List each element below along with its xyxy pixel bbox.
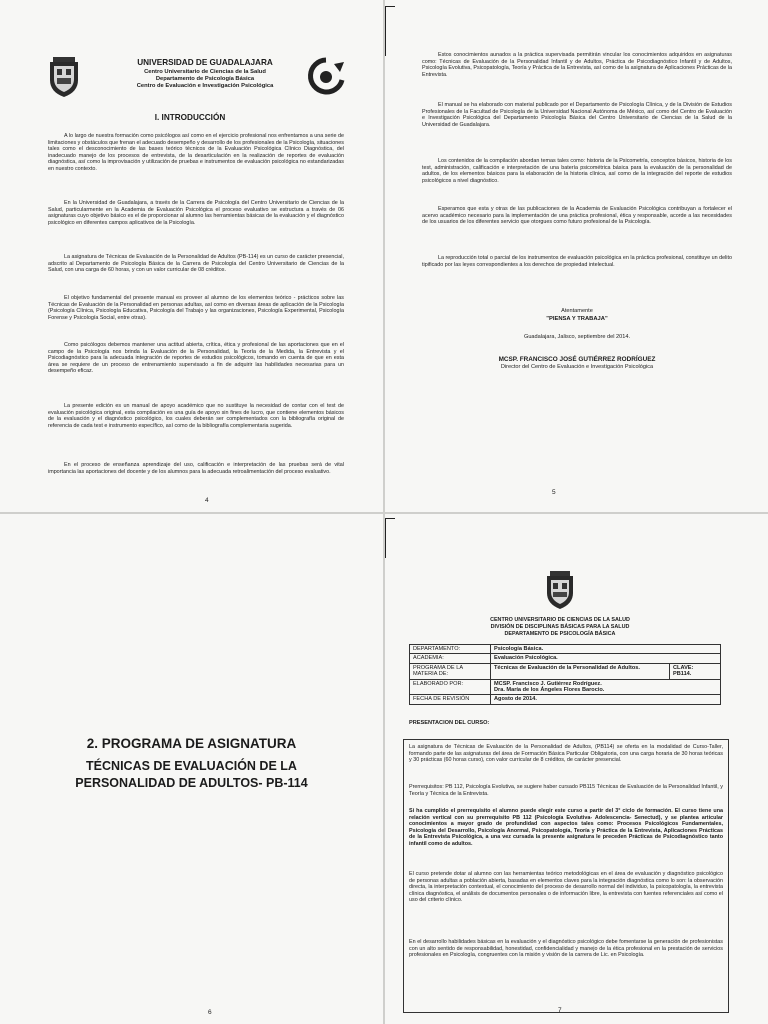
table-value: Agosto de 2014. [491, 695, 721, 704]
presentation-heading: PRESENTACION DEL CURSO: [409, 720, 490, 726]
signer-name: MCSP. FRANCISCO JOSÉ GUTIÉRREZ RODRÍGUEZ [498, 356, 656, 363]
paragraph: Los contenidos de la compilación abordan temas tales como: historia de la Psicometría, conceptos básicos, historia de los test, administración, calificación e interpretación de una batería psicométrica básica para la evaluación de la personalidad de adultos, de los elementos básicos para la elaboración de la historia clínica, así como de la integración del reporte de estudios psicológicos a nivel diagnóstico. [422, 158, 732, 184]
motto: "PIENSA Y TRABAJA" [546, 316, 608, 322]
table-row [410, 695, 721, 704]
page-4 [0, 0, 383, 512]
page-5 [385, 0, 768, 512]
table-value: Evaluación Psicológica. [491, 654, 721, 663]
section-title: I. INTRODUCCIÓN [154, 113, 226, 122]
table-row [410, 679, 721, 695]
paragraph: El curso pretende dotar al alumno con las herramientas teórico metodológicas en el área de evaluación y diagnóstico psicológico de personas adultas a población abierta, basadas en elementos claves para la integración diagnóstica como lo son: la observación directa, la interpretación contextual, el conocimiento del proceso de desarrollo normal del individuo, la psicopatología, la entrevista clínica diagnóstica, el análisis de documentos personales o de información libre, la entrevista con fuentes referenciales así como el uso del criterio clínico. [409, 871, 723, 904]
center-header: CENTRO UNIVERSITARIO DE CIENCIAS DE LA SALUD [490, 617, 630, 623]
paragraph: El objetivo fundamental del presente manual es proveer al alumno de los elementos teórico - prácticos sobre las Técnicas de Evaluación de la Personalidad en personas adultas, así como en diversas áreas de aplicación de la Psicología (Psicología Clínica, Psicología Educativa, Psicología del Trabajo y las organizaciones, Psicología Experimental, Psicología Forense y Psicología Social, entre otras). [48, 295, 344, 321]
table-value: Psicología Básica. [491, 645, 721, 654]
paragraph: En el proceso de enseñanza aprendizaje del uso, calificación e interpretación de las pruebas será de vital importancia las aportaciones del docente y de los alumnos para la adecuada retroalimentación del proceso evaluativo. [48, 462, 344, 475]
table-label: ACADEMIA: [410, 654, 491, 663]
table-value: Técnicas de Evaluación de la Personalidad de Adultos. [491, 663, 670, 679]
page-number: 5 [552, 489, 556, 496]
center-name: Centro Universitario de Ciencias de la Salud [144, 69, 266, 75]
department-logo-icon [304, 56, 348, 96]
table-label: PROGRAMA DE LA MATERIA DE: [410, 663, 491, 679]
page-6 [0, 514, 383, 1024]
table-row [410, 645, 721, 654]
author-1: MCSP. Francisco J. Gutiérrez Rodríguez. [494, 680, 602, 687]
division-header: DIVISIÓN DE DISCIPLINAS BÁSICAS PARA LA SALUD [490, 624, 630, 630]
program-subtitle-line1: TÉCNICAS DE EVALUACIÓN DE LA [86, 759, 297, 773]
signer-role: Director del Centro de Evaluación e Investigación Psicológica [500, 364, 654, 370]
course-info-table [409, 644, 721, 705]
program-title: 2. PROGRAMA DE ASIGNATURA [86, 736, 297, 751]
paragraph: La presente edición es un manual de apoyo académico que no sustituye la necesidad de contar con el test de evaluación psicológica original, esta compilación es una guía de apoyo sin fines de lucro, que contiene elementos básicos de la evaluación y el diagnóstico psicológico, los cuales deberán ser complementados con la bibliografía original de referencia de cada test e instrumento específico, así como de la bibliografía complementaria sugerida. [48, 403, 344, 429]
paragraph: Estos conocimientos aunados a la práctica supervisada permitirán vincular los conocimientos adquiridos en asignaturas como: Técnicas de Evaluación de la Personalidad Infantil y de Adultos, Práctica de Psicodiagnóstico Infantil y de Adultos, Psicología Evolutiva, Psicopatología, Teoría y Práctica de la Entrevista, así como de la asignatura de Aplicaciones Prácticas de la Entrevista. [422, 52, 732, 78]
author-2: Dra. María de los Ángeles Flores Barocio. [494, 687, 605, 694]
paragraph: Como psicólogos debemos mantener una actitud abierta, crítica, ética y profesional de las aportaciones que en el campo de la Psicología nos brinda la Evaluación de la Personalidad, la Teoría de la Medida, la Entrevista y el Psicodiagnóstico para la adecuada integración de reportes de estudios psicológicos, tomando en cuenta de que en esta área se requiere de un proceso de entrenamiento supervisado a fin de adquirir las habilidades necesarias para un desempeño eficaz. [48, 342, 344, 375]
clave-cell [670, 663, 721, 679]
page-number: 7 [558, 1007, 562, 1014]
paragraph: El manual se ha elaborado con material publicado por el Departamento de Psicología Clínica, y de la División de Estudios Profesionales de la Facultad de Psicología de la Universidad Nacional Autónoma de México, así como del Centro de Evaluación e Investigación Psicológica del Departamento Psicología Básica del Centro Universitario de Ciencias de la Salud de la Universidad de Guadalajara. [422, 102, 732, 128]
clave-value: PB114. [673, 671, 692, 678]
closing-text: Atentamente [561, 308, 593, 314]
scan-binding-mark [385, 518, 386, 558]
paragraph: En el desarrollo habilidades básicas en la evaluación y el diagnóstico psicológico debe fomentarse la generación de profesionistas con un alto sentido de responsabilidad, honestidad, confidencialidad y manejo de la ética profesional en la prestación de servicios profesionales en Psicología, congruentes con la misión y visión de la carrera de Lic. en Psicología. [409, 939, 723, 959]
program-subtitle-line2: PERSONALIDAD DE ADULTOS- PB-114 [75, 776, 308, 790]
paragraph: Prerrequisitos: PB 112, Psicología Evolutiva, se sugiere haber cursado PB115 Técnicas de Evaluación de la Personalidad Infantil, y Teoría y Técnica de la Entrevista. [409, 784, 723, 797]
department-header: DEPARTAMENTO DE PSICOLOGÍA BÁSICA [504, 631, 616, 637]
place-date: Guadalajara, Jalisco, septiembre del 2014. [523, 334, 631, 340]
page-number: 4 [205, 497, 209, 504]
paragraph: La asignatura de Técnicas de Evaluación de la Personalidad de Adultos (PB-114) es un curso de carácter presencial, adscrito al Departamento de Psicología Básica de la Carrera de Psicología del Centro Universitario de Ciencias de la Salud, con una carga de 60 horas, y con un valor curricular de 08 créditos. [48, 254, 344, 274]
table-row [410, 663, 721, 679]
eval-center-name: Centro de Evaluación e Investigación Psicológica [136, 83, 274, 89]
clave-label: CLAVE: [673, 664, 694, 671]
page-7 [385, 514, 768, 1024]
table-label: DEPARTAMENTO: [410, 645, 491, 654]
paragraph: A lo largo de nuestra formación como psicólogos así como en el ejercicio profesional nos enfrentamos a una serie de limitaciones y obstáculos que frenan el adecuado desempeño y desarrollo de los profesionales de la Psicología, situaciones tales como el desconocimiento de las bases teórico técnicos de la Evaluación Psicológica Clínico Diagnóstica, del inadecuado manejo de los procesos de entrevista, de la desarticulación en la realización de reportes de evaluación diagnóstica, así como la improvisación y utilización de pruebas e instrumentos de evaluación psicológica no estandarizadas en nuestro contexto. [48, 133, 344, 172]
paragraph: Esperamos que esta y otras de las publicaciones de la Academia de Evaluación Psicológica contribuyan a fortalecer el acervo académico necesario para la implementación de una práctica profesional, ética y responsable, acorde a las necesidades de los usuarios de los diferentes servicio que otorgues como futuro profesional de la Psicología. [422, 206, 732, 226]
table-value [491, 679, 721, 695]
page-number: 6 [208, 1009, 212, 1016]
table-label: FECHA DE REVISIÓN [410, 695, 491, 704]
scan-binding-mark [385, 518, 395, 519]
university-crest-icon [544, 570, 576, 610]
scan-binding-mark [385, 6, 386, 56]
paragraph: En la Universidad de Guadalajara, a través de la Carrera de Psicología del Centro Universitario de Ciencias de la Salud, particularmente en la Academia de Evaluación Psicológica el proceso evaluativo se estructura a través de 06 asignaturas cuyo objetivo básico es el de proporcionar al alumno las herramientas básicas de la evaluación y el diagnóstico psicológico en diferentes campos aplicativos de la Psicología. [48, 200, 344, 226]
department-name: Departamento de Psicología Básica [155, 76, 255, 82]
table-label: ELABORADO POR: [410, 679, 491, 695]
university-crest-icon [47, 56, 81, 98]
presentation-box [403, 739, 729, 1013]
paragraph: La reproducción total o parcial de los instrumentos de evaluación psicológica en la práctica profesional, constituye un delito tipificado por las leyes correspondientes a los derechos de propiedad intelectual. [422, 255, 732, 268]
paragraph: Si ha cumplido el prerrequisito el alumno puede elegir este curso a partir del 3° ciclo de formación. El curso tiene una relación vertical con su prerrequisito PB 112 (Psicología Evolutiva- Adolescencia- Senectud), y se plantea articular conocimientos a mayor grado de profundidad con aspectos tales como: Procesos Psicológicos Fundamentales, Psicología del Desarrollo, Psicología Anormal, Psicopatología, Teoría y Práctica de la Entrevista, Aplicaciones Prácticas de la Entrevista Psicológica, a una vez cursada la presente asignatura le preceden Prácticas de Psicodiagnóstico tanto infantil como de adultos. [409, 808, 723, 847]
table-row [410, 654, 721, 663]
university-name: UNIVERSIDAD DE GUADALAJARA [137, 58, 273, 67]
scan-binding-mark [385, 6, 395, 7]
paragraph: La asignatura de Técnicas de Evaluación de la Personalidad de Adultos, (PB114) se oferta en la modalidad de Curso-Taller, formando parte de las asignaturas del área de Formación Básica Particular Obligatoria, con una carga horaria de 30 horas teóricas y 30 prácticas (60 horas curso), con valor curricular de 8 créditos, de carácter presencial. [409, 744, 723, 764]
